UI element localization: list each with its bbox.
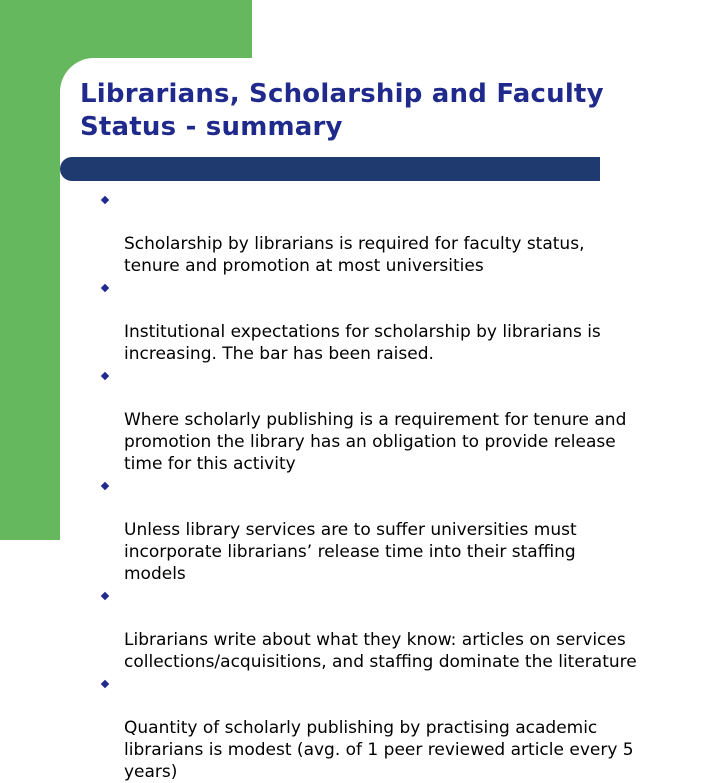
bullet-item xyxy=(100,585,700,673)
diamond-bullet-icon xyxy=(101,372,109,380)
diamond-bullet-icon xyxy=(101,196,109,204)
bullet-item xyxy=(100,673,700,783)
bullet-text: Institutional expectations for scholarship by librarians is increasing. The bar has been raised. xyxy=(124,322,601,364)
diamond-bullet-icon xyxy=(101,592,109,600)
bullet-text: Quantity of scholarly publishing by practising academic librarians is modest (avg. of 1 peer reviewed article every 5 years) xyxy=(124,718,634,782)
title-underline-bar xyxy=(60,157,600,181)
diamond-bullet-icon xyxy=(101,482,109,490)
bullet-item xyxy=(100,365,700,475)
bullet-text: Scholarship by librarians is required for faculty status, tenure and promotion at most universities xyxy=(124,234,585,276)
diamond-bullet-icon xyxy=(101,284,109,292)
slide-title: Librarians, Scholarship and Faculty Status - summary xyxy=(80,79,604,142)
bullet-list xyxy=(100,189,700,783)
bullet-item xyxy=(100,189,700,277)
bullet-text: Unless library services are to suffer universities must incorporate librarians’ release time into their staffing models xyxy=(124,520,577,584)
bullet-item xyxy=(100,277,700,365)
bullet-text: Where scholarly publishing is a requirement for tenure and promotion the library has an obligation to provide release time for this activity xyxy=(124,410,627,474)
bullet-item xyxy=(100,475,700,585)
bullet-text: Librarians write about what they know: articles on services collections/acquisitions, and staffing dominate the literature xyxy=(124,630,637,672)
diamond-bullet-icon xyxy=(101,680,109,688)
